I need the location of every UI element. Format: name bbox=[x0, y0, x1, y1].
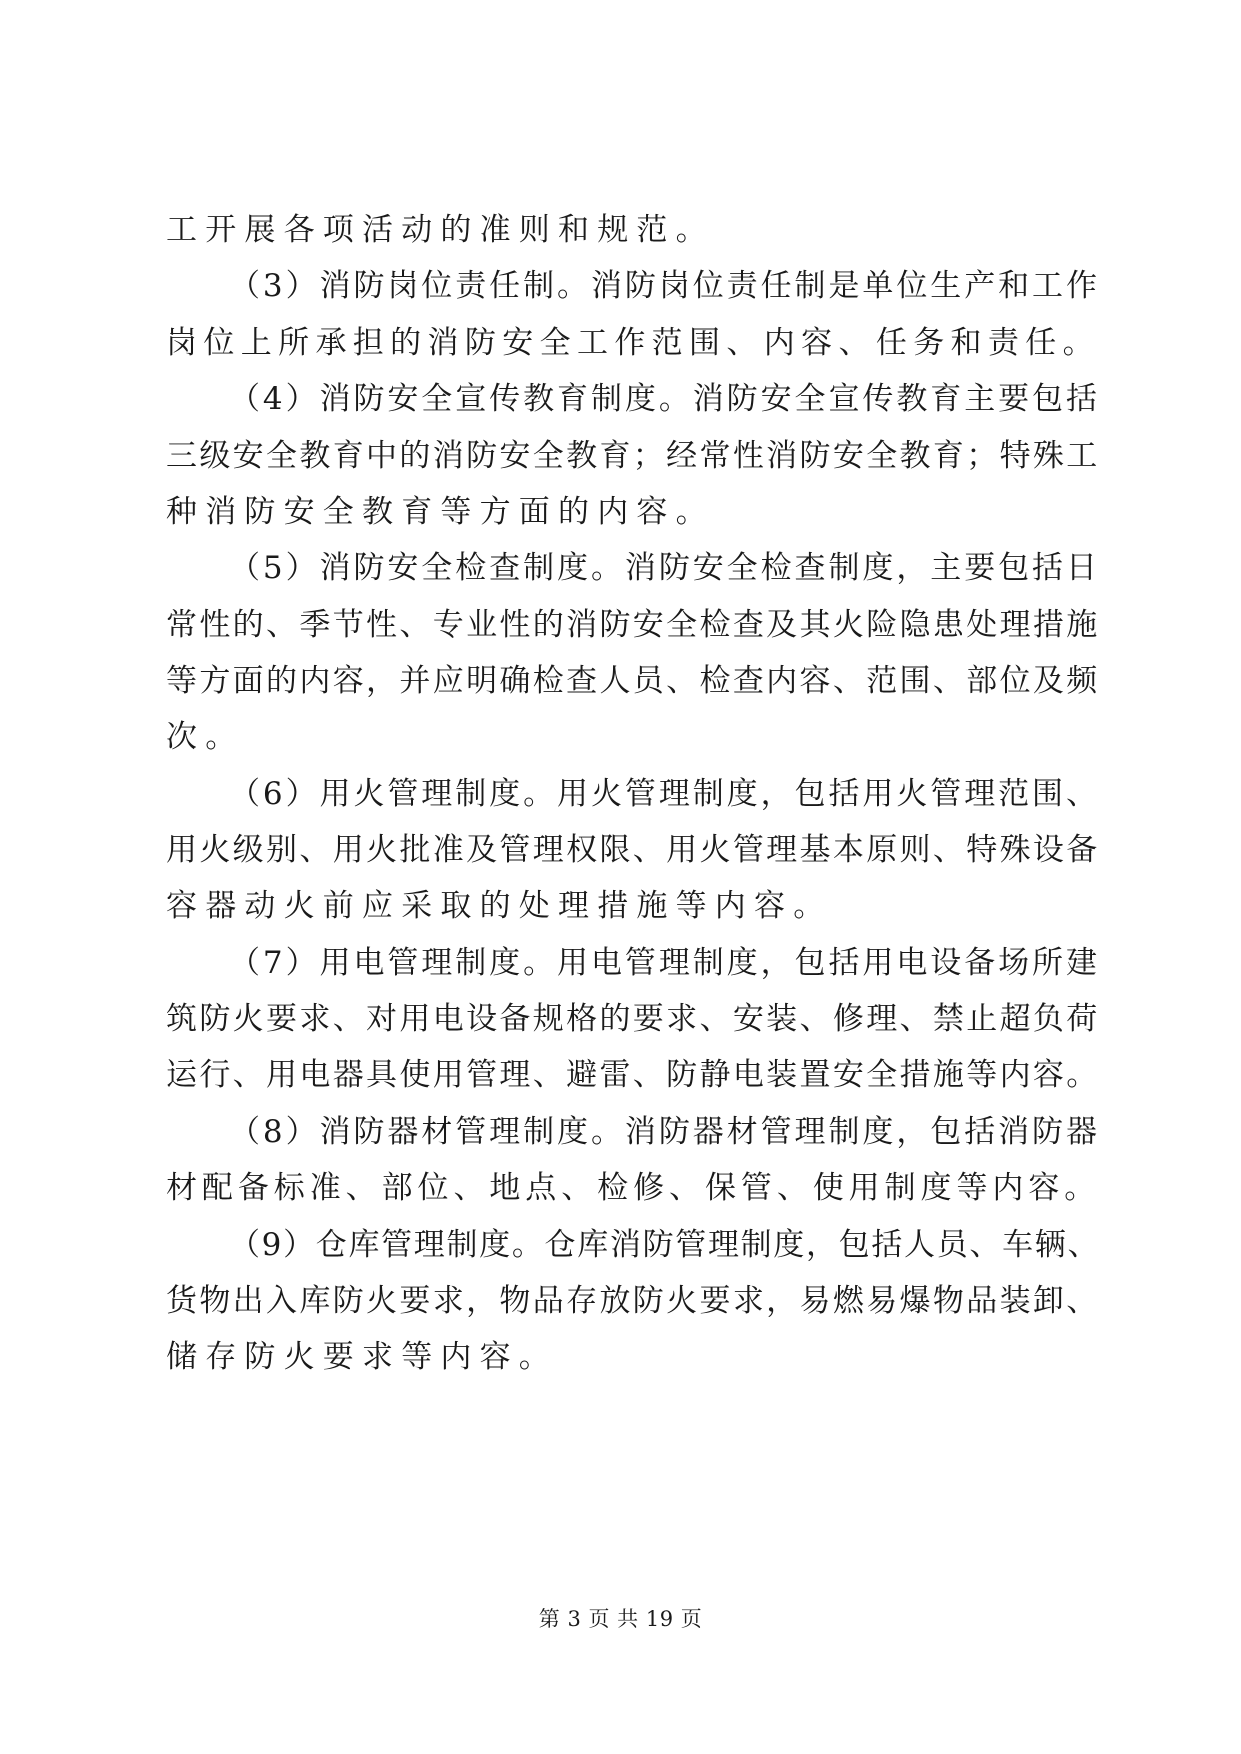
text-line: 储存防火要求等内容。 bbox=[166, 1339, 558, 1375]
text-line: 筑防火要求、对用电设备规格的要求、安装、修理、禁止超负荷 bbox=[166, 1001, 1100, 1037]
text-line: 材配备标准、部位、地点、检修、保管、使用制度等内容。 bbox=[166, 1170, 1101, 1206]
text-line: 用火级别、用火批准及管理权限、用火管理基本原则、特殊设备 bbox=[166, 832, 1100, 868]
text-line: 次。 bbox=[166, 719, 245, 755]
paragraph-9-start: （9）仓库管理制度。仓库消防管理制度，包括人员、车辆、 bbox=[229, 1227, 1101, 1263]
paragraph-4-start: （4）消防安全宣传教育制度。消防安全宣传教育主要包括 bbox=[229, 381, 1100, 417]
text-line: 运行、用电器具使用管理、避雷、防静电装置安全措施等内容。 bbox=[166, 1057, 1100, 1093]
paragraph-3-start: （3）消防岗位责任制。消防岗位责任制是单位生产和工作 bbox=[229, 268, 1100, 304]
paragraph-7-start: （7）用电管理制度。用电管理制度，包括用电设备场所建 bbox=[229, 945, 1100, 981]
page-number-footer: 第 3 页 共 19 页 bbox=[538, 1607, 703, 1631]
text-line: 等方面的内容，并应明确检查人员、检查内容、范围、部位及频 bbox=[166, 663, 1100, 699]
paragraph-5-start: （5）消防安全检查制度。消防安全检查制度，主要包括日 bbox=[229, 550, 1100, 586]
text-line: 种消防安全教育等方面的内容。 bbox=[166, 494, 715, 530]
text-line: 工开展各项活动的准则和规范。 bbox=[166, 212, 715, 248]
paragraph-6-start: （6）用火管理制度。用火管理制度，包括用火管理范围、 bbox=[229, 776, 1100, 812]
text-line: 常性的、季节性、专业性的消防安全检查及其火险隐患处理措施 bbox=[166, 607, 1100, 643]
text-line: 货物出入库防火要求，物品存放防火要求，易燃易爆物品装卸、 bbox=[166, 1283, 1100, 1319]
text-line: 岗位上所承担的消防安全工作范围、内容、任务和责任。 bbox=[166, 325, 1100, 361]
text-line: 容器动火前应采取的处理措施等内容。 bbox=[166, 888, 833, 924]
text-line: 三级安全教育中的消防安全教育；经常性消防安全教育；特殊工 bbox=[166, 438, 1100, 474]
paragraph-8-start: （8）消防器材管理制度。消防器材管理制度，包括消防器 bbox=[229, 1114, 1100, 1150]
